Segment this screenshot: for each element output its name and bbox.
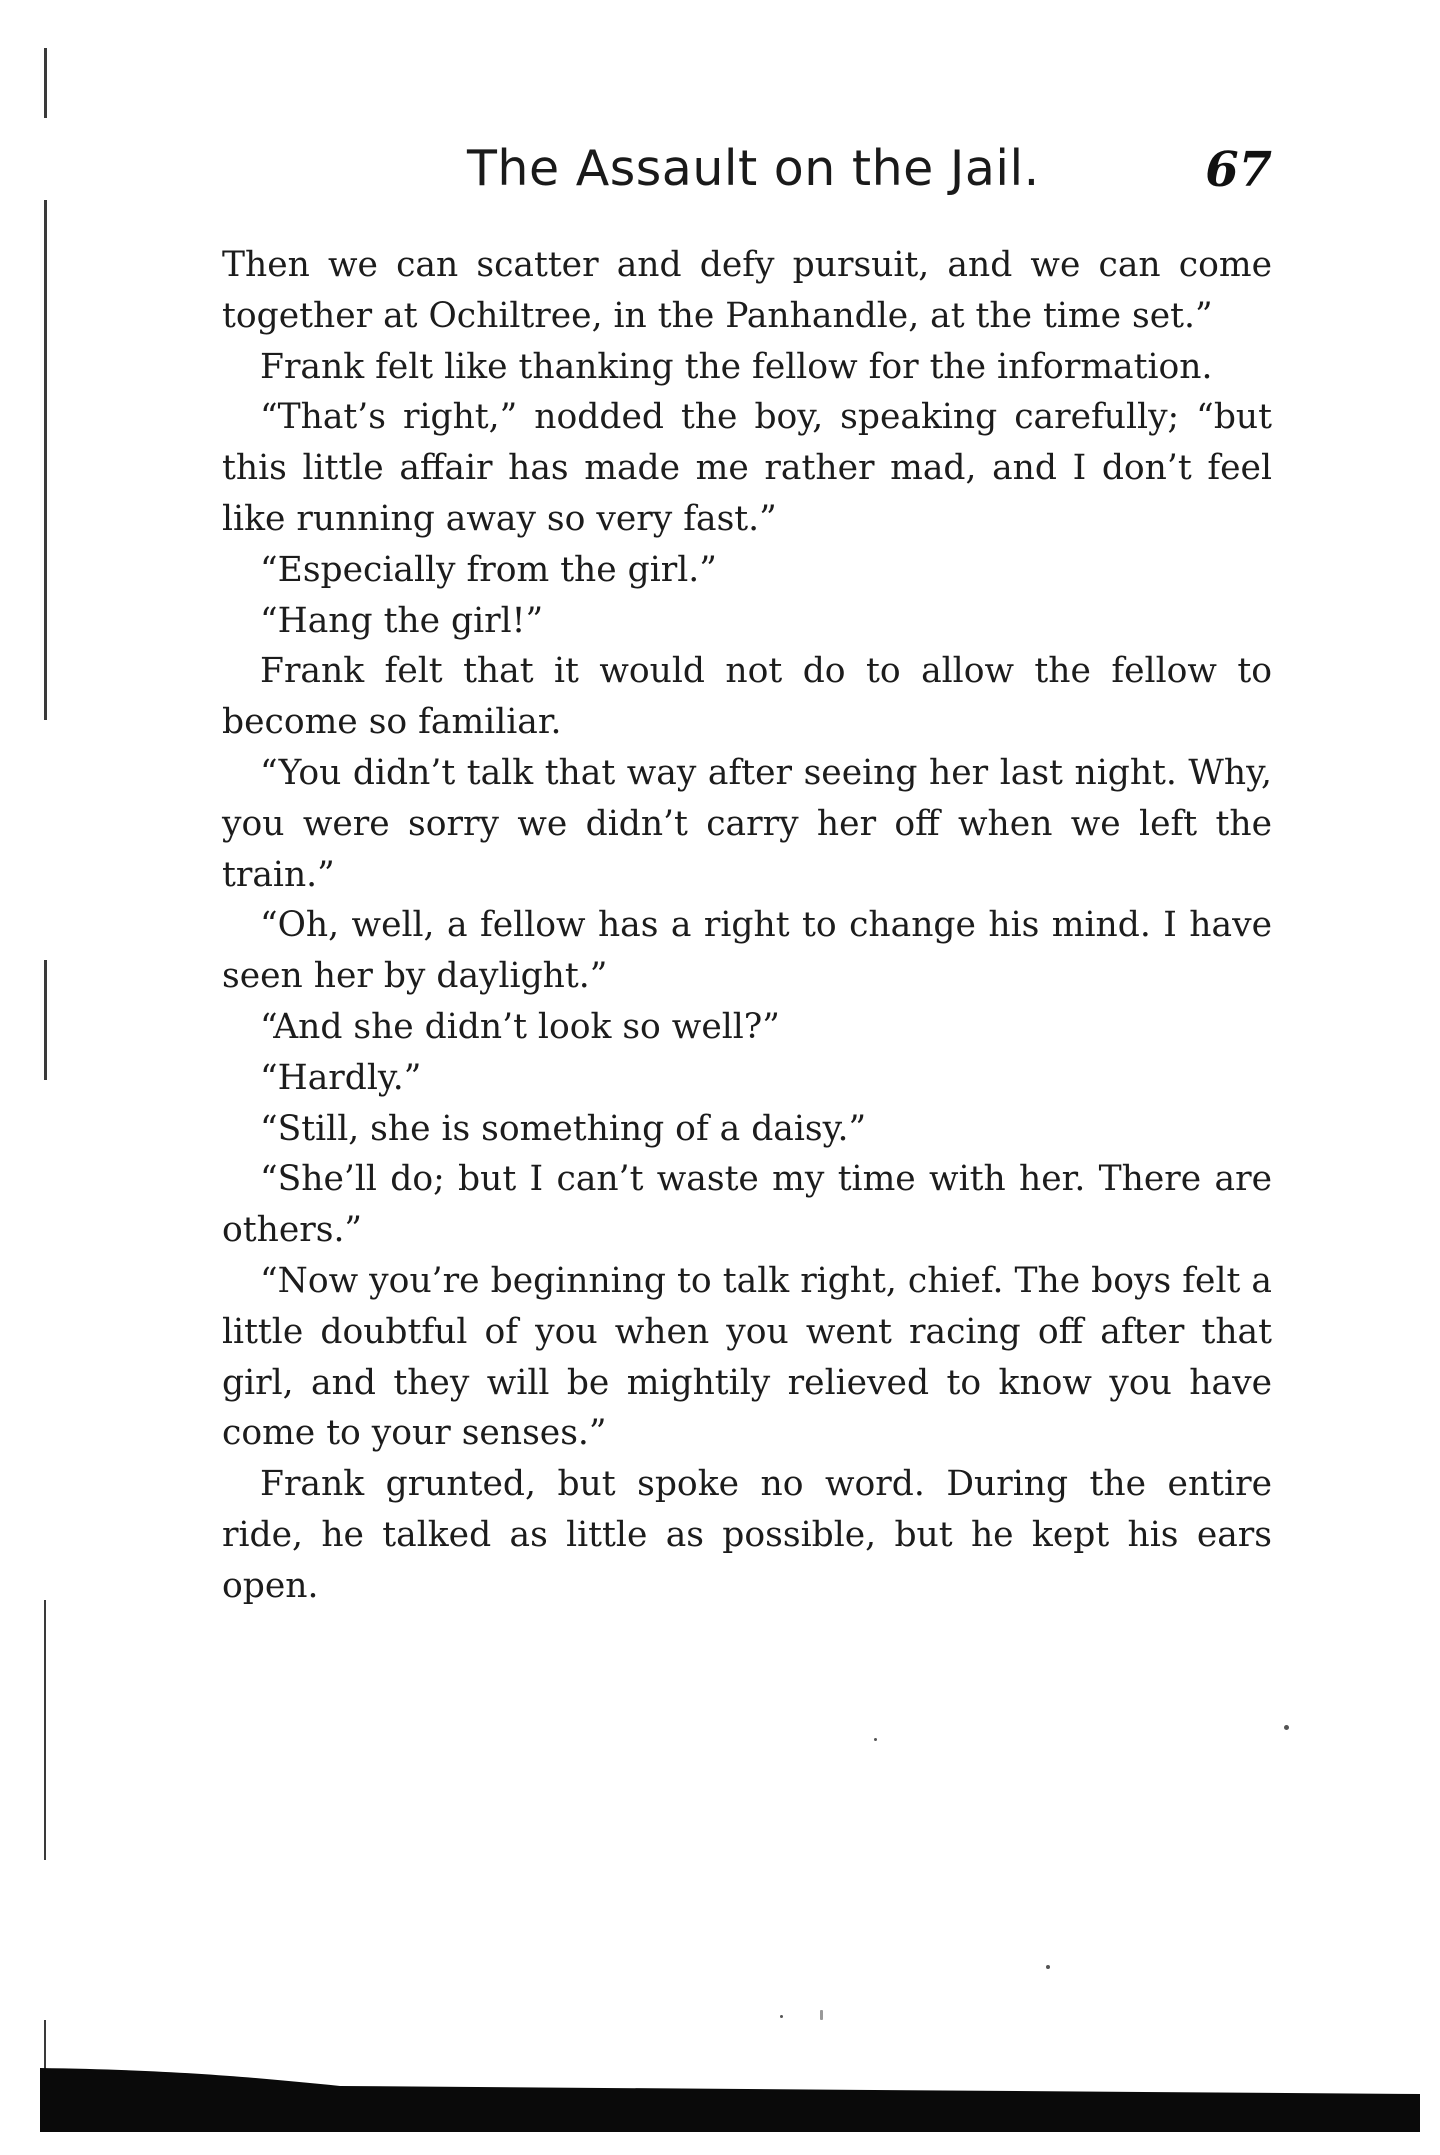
scan-speck bbox=[820, 2010, 823, 2020]
paragraph: “She’ll do; but I can’t waste my time with her. There are others.” bbox=[222, 1159, 1272, 1251]
scan-edge-mark bbox=[44, 960, 47, 1080]
scan-speck bbox=[1046, 1965, 1050, 1969]
paragraph: “You didn’t talk that way after seeing her last night. Why, you were sorry we didn’t carry her off when we left the train.” bbox=[222, 752, 1272, 895]
scan-speck bbox=[874, 1738, 877, 1741]
paragraph: “Especially from the girl.” bbox=[260, 549, 717, 590]
paragraph: “Hang the girl!” bbox=[260, 600, 544, 641]
page-header bbox=[222, 140, 1272, 220]
paragraph: Frank felt that it would not do to allow the fellow to become so familiar. bbox=[222, 651, 1272, 743]
paragraph: Then we can scatter and defy pursuit, and we can come together at Ochiltree, in the Panhandle, at the time set.” bbox=[222, 245, 1272, 336]
scan-speck bbox=[780, 2015, 783, 2018]
paragraph: “That’s right,” nodded the boy, speaking carefully; “but this little affair has made me rather mad, and I don’t feel like running away so very fast.” bbox=[222, 397, 1272, 539]
paragraph: “And she didn’t look so well?” bbox=[260, 1006, 780, 1047]
scan-edge-mark bbox=[44, 48, 47, 118]
scan-speck bbox=[1284, 1725, 1289, 1730]
paragraph: “Oh, well, a fellow has a right to change his mind. I have seen her by daylight.” bbox=[222, 905, 1272, 997]
paragraph: “Still, she is something of a daisy.” bbox=[260, 1108, 867, 1149]
paragraph: “Hardly.” bbox=[260, 1057, 422, 1098]
body-text bbox=[222, 240, 1272, 1612]
paragraph: Frank grunted, but spoke no word. During the entire ride, he talked as little as possible, but he kept his ears open. bbox=[222, 1464, 1272, 1606]
scan-shadow-bar bbox=[40, 2060, 1420, 2132]
paragraph: Frank felt like thanking the fellow for the information. bbox=[260, 346, 1213, 387]
scan-edge-mark bbox=[44, 200, 47, 720]
scan-edge-mark bbox=[44, 1600, 46, 1860]
paragraph: “Now you’re beginning to talk right, chief. The boys felt a little doubtful of you when you went racing off after that girl, and they will be mightily relieved to know you have come to your senses.” bbox=[222, 1260, 1272, 1454]
running-title: The Assault on the Jail. bbox=[467, 140, 1040, 197]
page-number: 67 bbox=[1205, 142, 1272, 198]
